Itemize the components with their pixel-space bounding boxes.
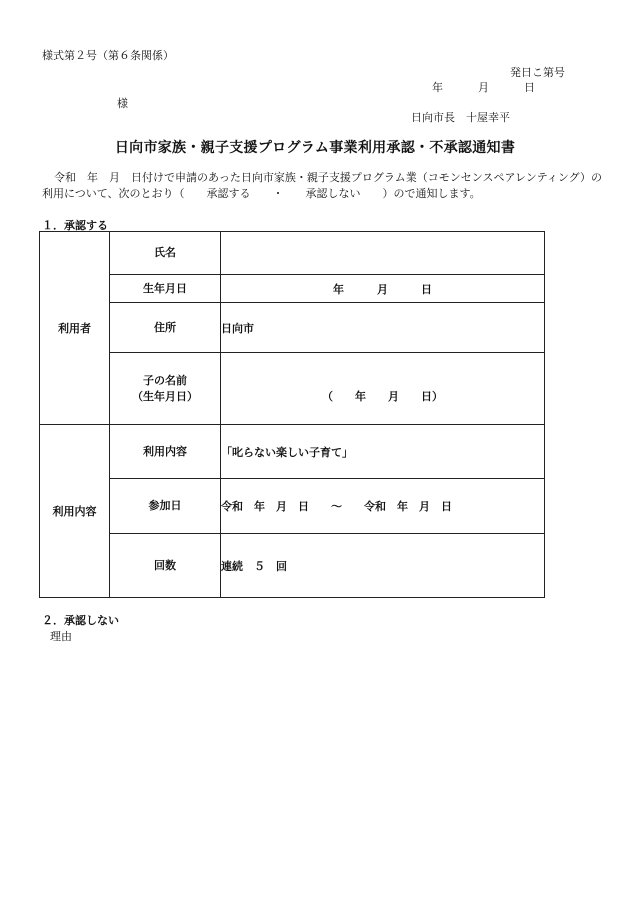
child-dob-label: （生年月日）: [132, 389, 198, 403]
content-label: 利用内容: [110, 425, 221, 479]
reason-label: 理由: [50, 630, 72, 643]
child-name-label: 子の名前: [143, 373, 187, 387]
name-field[interactable]: [221, 232, 545, 275]
dob-label: 生年月日: [110, 275, 221, 303]
issue-number: 発日こ第号: [510, 66, 565, 79]
participation-date-field[interactable]: 令和 年 月 日 ～ 令和 年 月 日: [221, 479, 545, 534]
address-label: 住所: [110, 303, 221, 353]
name-label: 氏名: [110, 232, 221, 275]
count-field[interactable]: 連続 ５ 回: [221, 534, 545, 598]
notice-body: 令和 年 月 日付けで申請のあった日向市家族・親子支援プログラム業（コモンセンスペアレンティング）の利用について、次のとおり（ 承認する ・ 承認しない ）ので通知します。: [42, 171, 602, 200]
approval-table: [39, 231, 545, 598]
child-label: [110, 353, 221, 425]
count-label: 回数: [110, 534, 221, 598]
child-field[interactable]: （ 年 月 日）: [221, 353, 545, 425]
date-day: 日: [524, 81, 535, 94]
form-number: 様式第２号（第６条関係）: [42, 49, 174, 62]
address-field[interactable]: 日向市: [221, 303, 545, 353]
section-reject-heading: ２．承認しない: [42, 614, 119, 627]
section-approve-heading: １．承認する: [42, 219, 108, 232]
addressee: 様: [117, 97, 128, 110]
dob-field[interactable]: 年 月 日: [221, 275, 545, 303]
issuer: 日向市長 十屋幸平: [411, 111, 510, 124]
date-year: 年: [432, 81, 443, 94]
document-title: 日向市家族・親子支援プログラム事業利用承認・不承認通知書: [114, 140, 516, 156]
date-month: 月: [478, 81, 489, 94]
user-group-label: 利用者: [40, 232, 110, 425]
content-group-label: 利用内容: [40, 425, 110, 598]
participation-date-label: 参加日: [110, 479, 221, 534]
content-field[interactable]: 「叱らない楽しい子育て」: [221, 425, 545, 479]
issue-date: [432, 79, 535, 95]
